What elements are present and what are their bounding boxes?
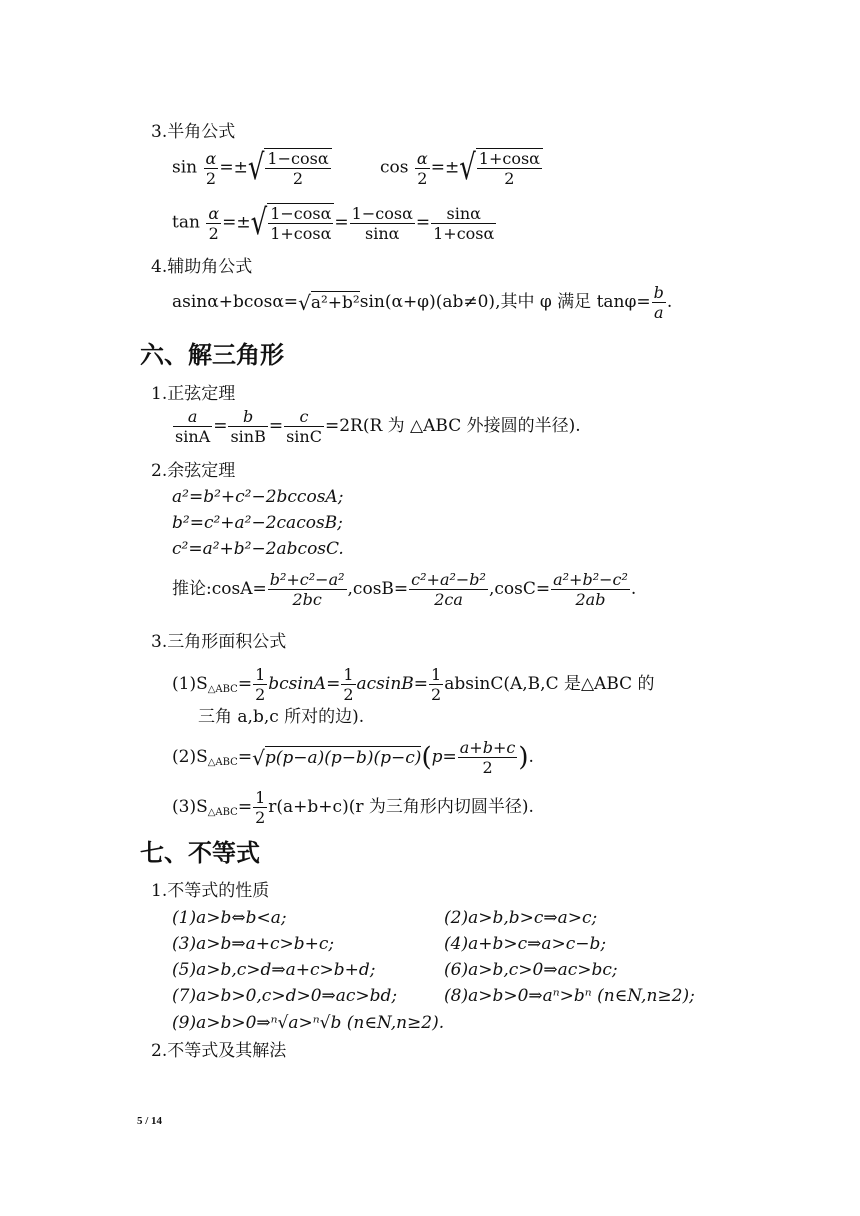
inequality-property-8: (8)a>b>0⇒aⁿ>bⁿ (n∈N,n≥2); — [444, 986, 695, 1006]
cosine-eq-3: c²=a²+b²−2abcosC. — [172, 539, 344, 559]
cosine-inference: 推论:cosA= $\frac{\text{b²+c²−a²}}{2bc}$ ,cosB= $\frac{\text{c²+a²−b²}}{2ca}$ ,cosC= $\frac{\text{a²+b²−c²}}{2ab}$ . — [172, 570, 637, 609]
auxiliary-angle-title: 4.辅助角公式 — [151, 257, 253, 277]
inequality-solving-title: 2.不等式及其解法 — [151, 1041, 287, 1061]
inequality-property-9: (9)a>b>0⇒ⁿ√a>ⁿ√b (n∈N,n≥2). — [172, 1013, 445, 1033]
inequality-property-5: (5)a>b,c>d⇒a+c>b+d; — [172, 960, 376, 980]
law-of-cosines-title: 2.余弦定理 — [151, 461, 236, 481]
inequality-property-2: (2)a>b,b>c⇒a>c; — [444, 908, 598, 928]
half-angle-sin-formula: sin $\frac{\alpha}{2}$ =±√ $\frac{1-\cos\alpha}{2}$ — [172, 148, 332, 188]
inequality-property-7: (7)a>b>0,c>d>0⇒ac>bd; — [172, 986, 398, 1006]
cosine-eq-2: b²=c²+a²−2cacosB; — [172, 513, 343, 533]
section-heading-triangles: 六、解三角形 — [140, 341, 284, 369]
area-formula-heron: $(2)S_{\triangle ABC}=√p(p-a)(p-b)(p-c)(p=$ $\frac{a+b+c}{2}$ ). — [172, 738, 534, 777]
inequality-properties-title: 1.不等式的性质 — [151, 881, 270, 901]
section-heading-inequalities: 七、不等式 — [140, 839, 260, 867]
inequality-property-6: (6)a>b,c>0⇒ac>bc; — [444, 960, 618, 980]
half-angle-tan-formula: tan $\frac{\alpha}{2}$ =±√ $\frac{1-\cos\alpha}{1+\cos\alpha}$ = $\frac{1-\cos\alpha}{\sin\alpha}$ = $\frac{\sin\alpha}{1+\cos\alpha}$ — [172, 202, 495, 244]
law-of-sines-formula: $\frac{a}{\sin A}$ = $\frac{b}{\sin B}$ = $\frac{c}{\sin C}$ =2R(R 为 △ABC 外接圆的半径). — [175, 407, 581, 446]
inequality-property-4: (4)a+b>c⇒a>c−b; — [444, 934, 607, 954]
area-formula-1: $(1)S_{\triangle ABC}=$ $\frac{1}{2}$ bcsinA= $\frac{1}{2}$ acsinB= $\frac{1}{2}$ absinC(A,B,C 是△ABC 的 — [172, 665, 655, 704]
area-formula-1-note: 三角 a,b,c 所对的边). — [198, 707, 365, 727]
area-formula-inradius: $(3)S_{\triangle ABC}=$ $\frac{1}{2}$ r(a+b+c)(r 为三角形内切圆半径). — [172, 788, 534, 827]
half-angle-title: 3.半角公式 — [151, 122, 236, 142]
triangle-area-title: 3.三角形面积公式 — [151, 632, 287, 652]
inequality-property-1: (1)a>b⇔b<a; — [172, 908, 287, 928]
auxiliary-angle-formula: asinα+bcosα=√a²+b²sin(α+φ)(ab≠0),其中 φ 满足 tanφ= $\frac{b}{a}$ . — [172, 283, 673, 322]
half-angle-cos-formula: cos $\frac{\alpha}{2}$ =±√ $\frac{1+\cos\alpha}{2}$ — [380, 148, 543, 188]
page-number: 5 / 14 — [137, 1115, 163, 1127]
cosine-eq-1: a²=b²+c²−2bccosA; — [172, 487, 344, 507]
inequality-property-3: (3)a>b⇒a+c>b+c; — [172, 934, 335, 954]
law-of-sines-title: 1.正弦定理 — [151, 384, 236, 404]
